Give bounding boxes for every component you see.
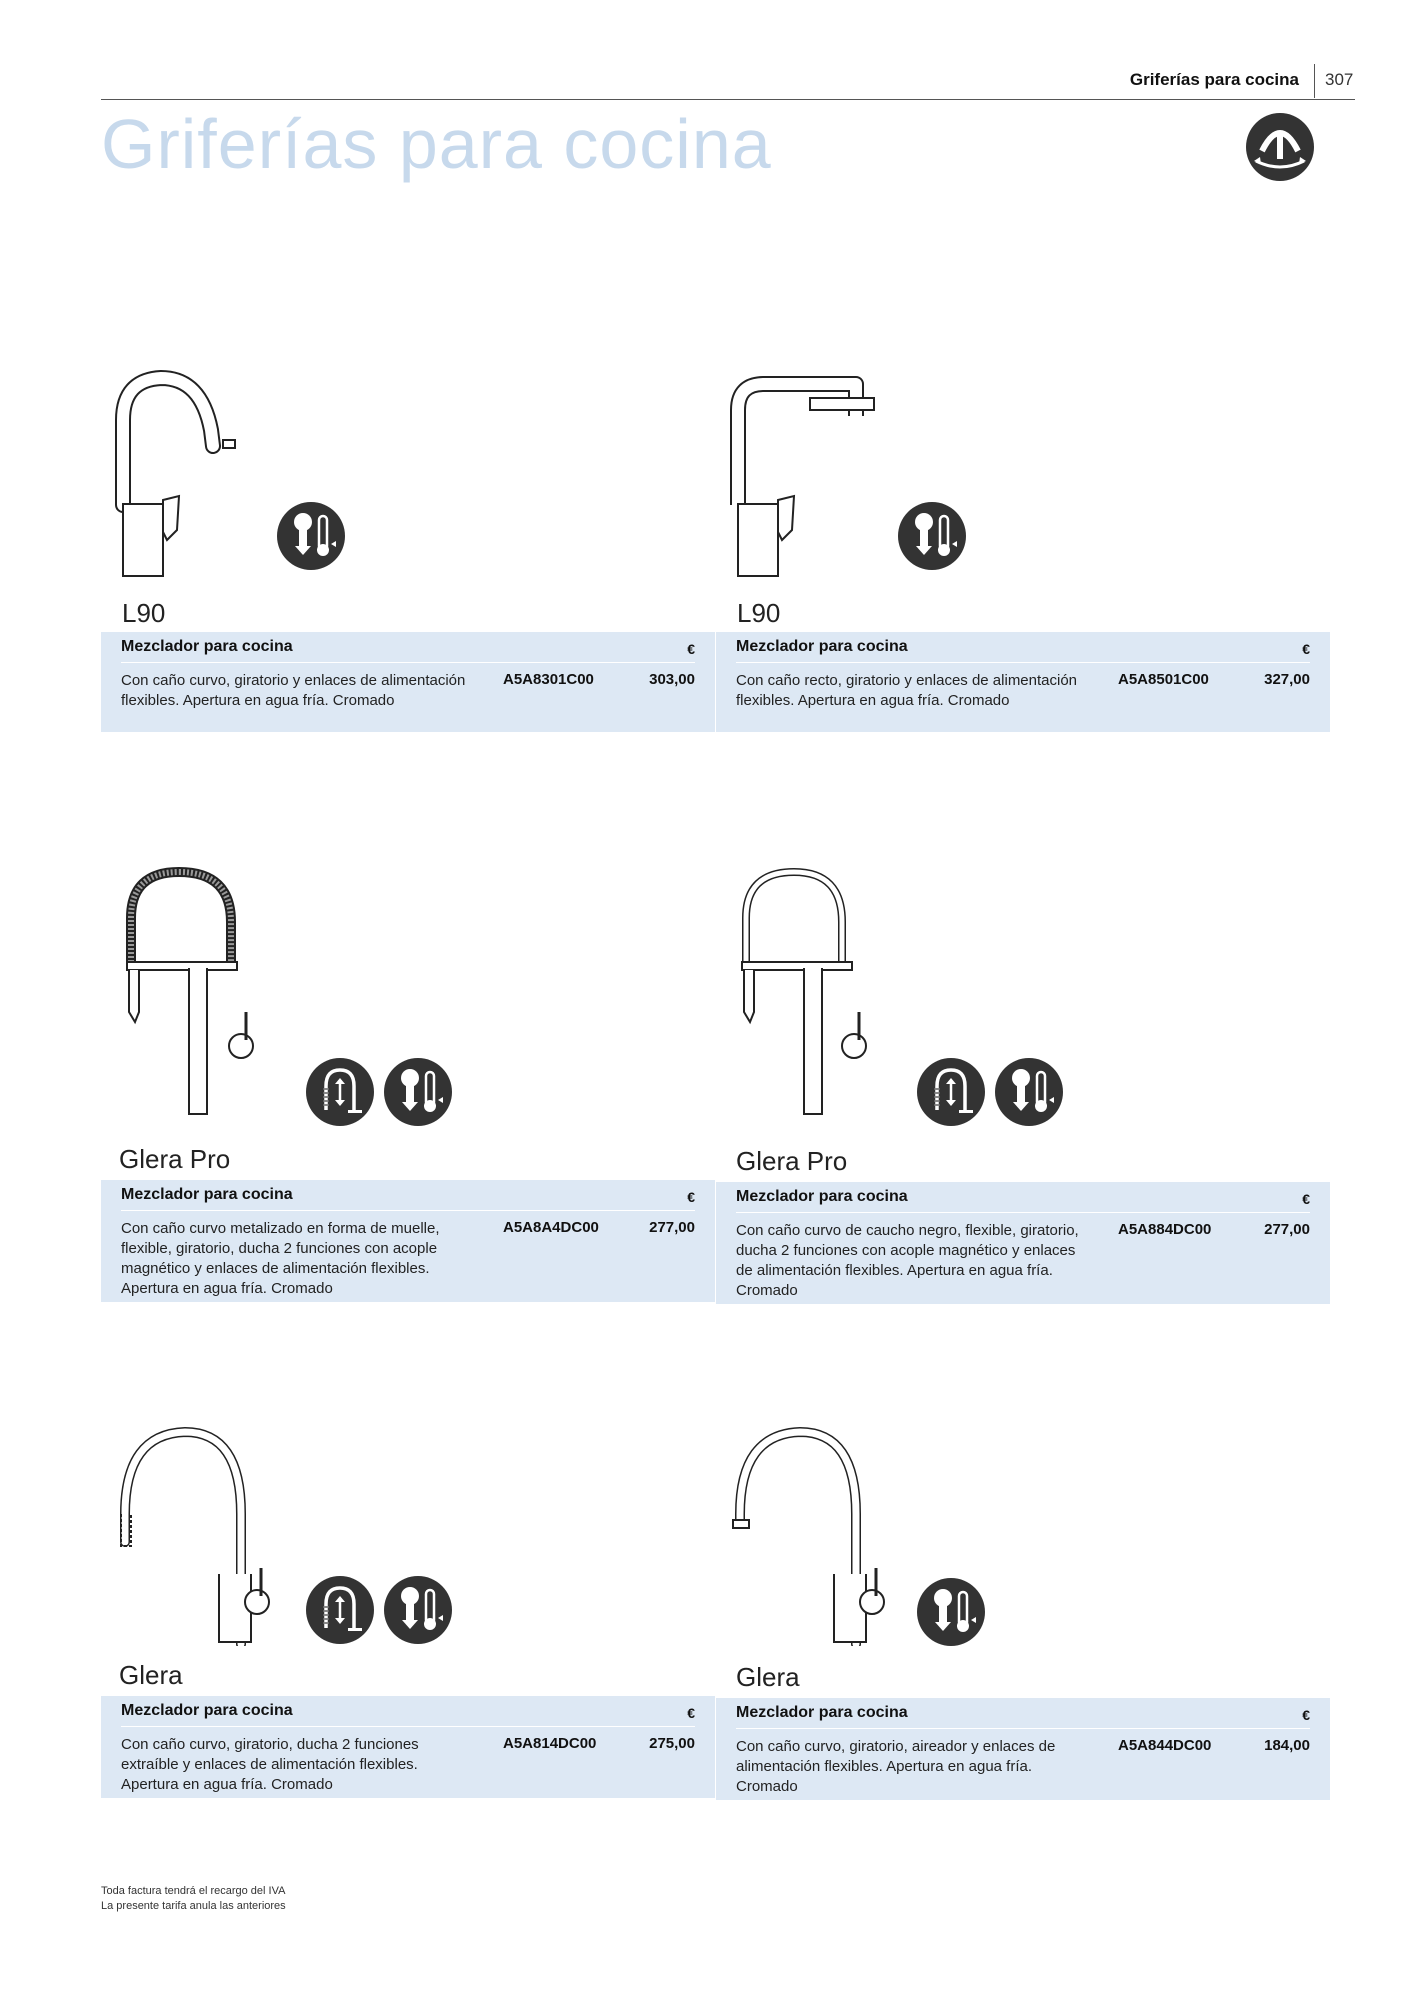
cold-water-opening-icon	[275, 500, 347, 572]
kitchen-faucet-icon	[1244, 111, 1316, 183]
product-name: L90	[122, 598, 166, 628]
spec-table	[101, 1180, 715, 1302]
spec-table	[716, 1698, 1330, 1800]
product-name: Glera Pro	[736, 1146, 848, 1176]
pullout-shower-icon	[304, 1056, 376, 1128]
currency-label: €	[687, 641, 695, 657]
spec-table	[101, 1696, 715, 1798]
product-reference: A5A8301C00	[503, 671, 594, 688]
product-name: L90	[737, 598, 781, 628]
product-card	[101, 370, 715, 734]
product-name: Glera Pro	[119, 1144, 231, 1174]
footer-tariff-note: La presente tarifa anula las anteriores	[101, 1900, 286, 1912]
currency-label: €	[687, 1705, 695, 1721]
footer-vat-note: Toda factura tendrá el recargo del IVA	[101, 1885, 286, 1897]
product-reference: A5A884DC00	[1118, 1221, 1212, 1238]
product-type: Mezclador para cocina	[736, 638, 908, 655]
product-type: Mezclador para cocina	[121, 638, 293, 655]
product-card	[101, 1424, 715, 1804]
pullout-shower-icon	[304, 1574, 376, 1646]
page-number: 307	[1325, 70, 1354, 89]
product-description: Con caño curvo de caucho negro, flexible, giratorio, ducha 2 funciones con acople magnético y enlaces de alimentación flexibles. Apertura en agua fría. Cromado	[736, 1222, 1079, 1299]
page-title: Griferías para cocina	[101, 105, 772, 183]
product-reference: A5A8A4DC00	[503, 1219, 599, 1236]
spec-table	[716, 632, 1330, 732]
product-price: 277,00	[649, 1219, 695, 1236]
header-rule	[101, 99, 1355, 100]
product-card	[716, 370, 1330, 734]
product-reference: A5A8501C00	[1118, 671, 1209, 688]
product-name: Glera	[736, 1662, 800, 1692]
product-description: Con caño recto, giratorio y enlaces de alimentación flexibles. Apertura en agua fría. Cromado	[736, 672, 1078, 709]
product-price: 184,00	[1264, 1737, 1310, 1754]
currency-label: €	[1302, 1707, 1310, 1723]
product-price: 327,00	[1264, 671, 1310, 688]
product-description: Con caño curvo metalizado en forma de muelle, flexible, giratorio, ducha 2 funciones con acople magnético y enlaces de alimentación flexibles. Apertura en agua fría. Cromado	[121, 1220, 440, 1297]
footer-notes	[101, 1884, 286, 1914]
product-price: 275,00	[649, 1735, 695, 1752]
spec-table	[101, 632, 715, 732]
product-reference: A5A814DC00	[503, 1735, 597, 1752]
product-description: Con caño curvo, giratorio y enlaces de alimentación flexibles. Apertura en agua fría. Cromado	[121, 672, 466, 709]
product-card	[716, 862, 1330, 1302]
product-reference: A5A844DC00	[1118, 1737, 1212, 1754]
product-description: Con caño curvo, giratorio, ducha 2 funciones extraíble y enlaces de alimentación flexibles. Apertura en agua fría. Cromado	[121, 1736, 419, 1793]
cold-water-opening-icon	[896, 500, 968, 572]
cold-water-opening-icon	[382, 1574, 454, 1646]
product-name: Glera	[119, 1660, 183, 1690]
product-price: 303,00	[649, 671, 695, 688]
currency-label: €	[687, 1189, 695, 1205]
product-card	[716, 1424, 1330, 1804]
product-type: Mezclador para cocina	[736, 1188, 908, 1205]
product-price: 277,00	[1264, 1221, 1310, 1238]
cold-water-opening-icon	[382, 1056, 454, 1128]
product-type: Mezclador para cocina	[121, 1702, 293, 1719]
pullout-shower-icon	[915, 1056, 987, 1128]
header-separator	[1314, 64, 1315, 98]
section-title: Griferías para cocina	[1129, 70, 1299, 89]
spec-table	[716, 1182, 1330, 1304]
cold-water-opening-icon	[915, 1576, 987, 1648]
product-type: Mezclador para cocina	[736, 1704, 908, 1721]
cold-water-opening-icon	[993, 1056, 1065, 1128]
product-type: Mezclador para cocina	[121, 1186, 293, 1203]
currency-label: €	[1302, 641, 1310, 657]
currency-label: €	[1302, 1191, 1310, 1207]
product-card	[101, 862, 715, 1302]
product-description: Con caño curvo, giratorio, aireador y enlaces de alimentación flexibles. Apertura en agua fría. Cromado	[736, 1738, 1056, 1795]
